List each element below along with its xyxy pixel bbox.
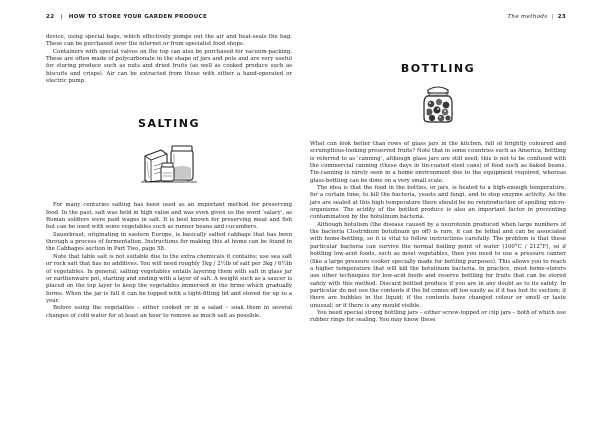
bottling-para-2: The idea is that the food in the bottles, or jars, is heated to a high-enough temperature, for a certain time, to kill the bacteria, yeasts and fungi, and to stop enzyme activity. As the jars are sealed at this high temperature there should be no reintroduction of spoiling micro-organisms. The acidity of the bottled produce is also an important factor in preventing contamination by the botulinum bacteria. [310,185,566,221]
salt-jars-illustration [137,140,201,184]
bottling-para-3: Although botulism (the disease caused by a neurotoxin produced when large numbers of the bacteria Clostridium botulinum go off) is rare, it can be lethal and can be associated with home-bottling, so it is vital to follow instructions carefully. The problem is that these particular bacteria can survive the normal boiling point of water (100°C / 212°F), so if bottling low-acid foods, such as most vegetables, then you need to use a pressure canner (like a large pressure cooker specially made for bottling purposes). This allows you to reach a higher temperature that will kill the botulinum bacteria. In practice, most home-storers use other techniques for low-acid foods and reserve bottling for fruits that can be stored safely with this method. Discard bottled produce if you are in any doubt as to its safety. In particular do not use the contents if the lid comes off too easily as if it has lost its suction; if there are bubbles in the liquid; if the contents have changed colour or smell or taste unusual; or if there is any mould visible. [310,221,566,309]
right-running-head: The methods [507,14,548,20]
salting-para-4: Before using the vegetables – either cooked or in a salad – soak them in several changes of cold water for at least an hour to remove as much salt as possible. [46,305,292,319]
left-para-top-1: device, using special bags, which effectively pumps out the air and heat-seals the bag. These can be purchased over the internet or from specialist food shops. [46,34,292,48]
salting-para-3: Note that table salt is not suitable due to the extra chemicals it contains; use sea salt or rock salt that has no additives. You will need roughly 1kg / 2½lb of salt per 3kg / 6½lb of vegetables. In general, salting vegetables entails layering them with salt in glass jar or earthenware pot, starting and ending with a layer of salt. A weight such as a saucer is placed on the top layer to keep the vegetables immersed in the brine which gradually forms. When the jar is full it can be topped with a tight-fitting lid and stored for up to a year. [46,253,292,304]
right-page-number: 23 [557,14,566,20]
header-separator: | [551,14,554,20]
left-para-top-2: Containers with special valves on the top can also be purchased for vacuum-packing. These are often made of polycarbonate in the shape of jars and pots and are very useful for storing produce such as nuts and dried fruits (as well as cooked produce such as biscuits and crisps). Air can be extracted from these with either a hand-operated or electric pump. [46,48,292,85]
bottling-jar-illustration [418,81,458,125]
right-page [300,0,600,423]
left-running-head: HOW TO STORE YOUR GARDEN PRODUCE [68,14,208,20]
salting-para-2: Sauerkraut, originating in eastern Europe, is basically salted cabbage that has been through a process of fermentation. Instructions for making this at home can be found in the Cabbages section in Part Two, page 58. [46,231,292,253]
salting-heading: SALTING [138,117,200,131]
bottling-para-1: What can look better than rows of glass jars in the kitchen, full of brightly coloured and scrumptious-looking preserved fruits? Note that in some countries such as America, bottling is referred to as ‘canning’, although glass jars are still used; this is not to be confused with the commercial canning (these days in tin-coated steel cans) of food such as baked beans. Tin-canning is rarely seen in a home environment due to the equipment required, whereas glass-bottling can be done on a very small scale. [310,141,566,184]
header-separator: | [60,14,63,20]
bottling-heading: BOTTLING [400,62,476,75]
left-page-number: 22 [46,14,55,20]
left-running-header [46,12,292,22]
right-running-header [310,12,566,22]
salting-para-1: For many centuries salting has been used as an important method for preserving food. In the past, salt was held in high value and was even given us the word ‘salary’, as Roman soldiers were paid wages in salt. It is best known for preserving meat and fish but can be used with some vegetables such as runner beans and cucumbers. [46,202,292,231]
bottling-para-4: You need special strong bottling jars – either screw-topped or clip jars – both of which use rubber rings for sealing. You may know these [310,309,566,324]
